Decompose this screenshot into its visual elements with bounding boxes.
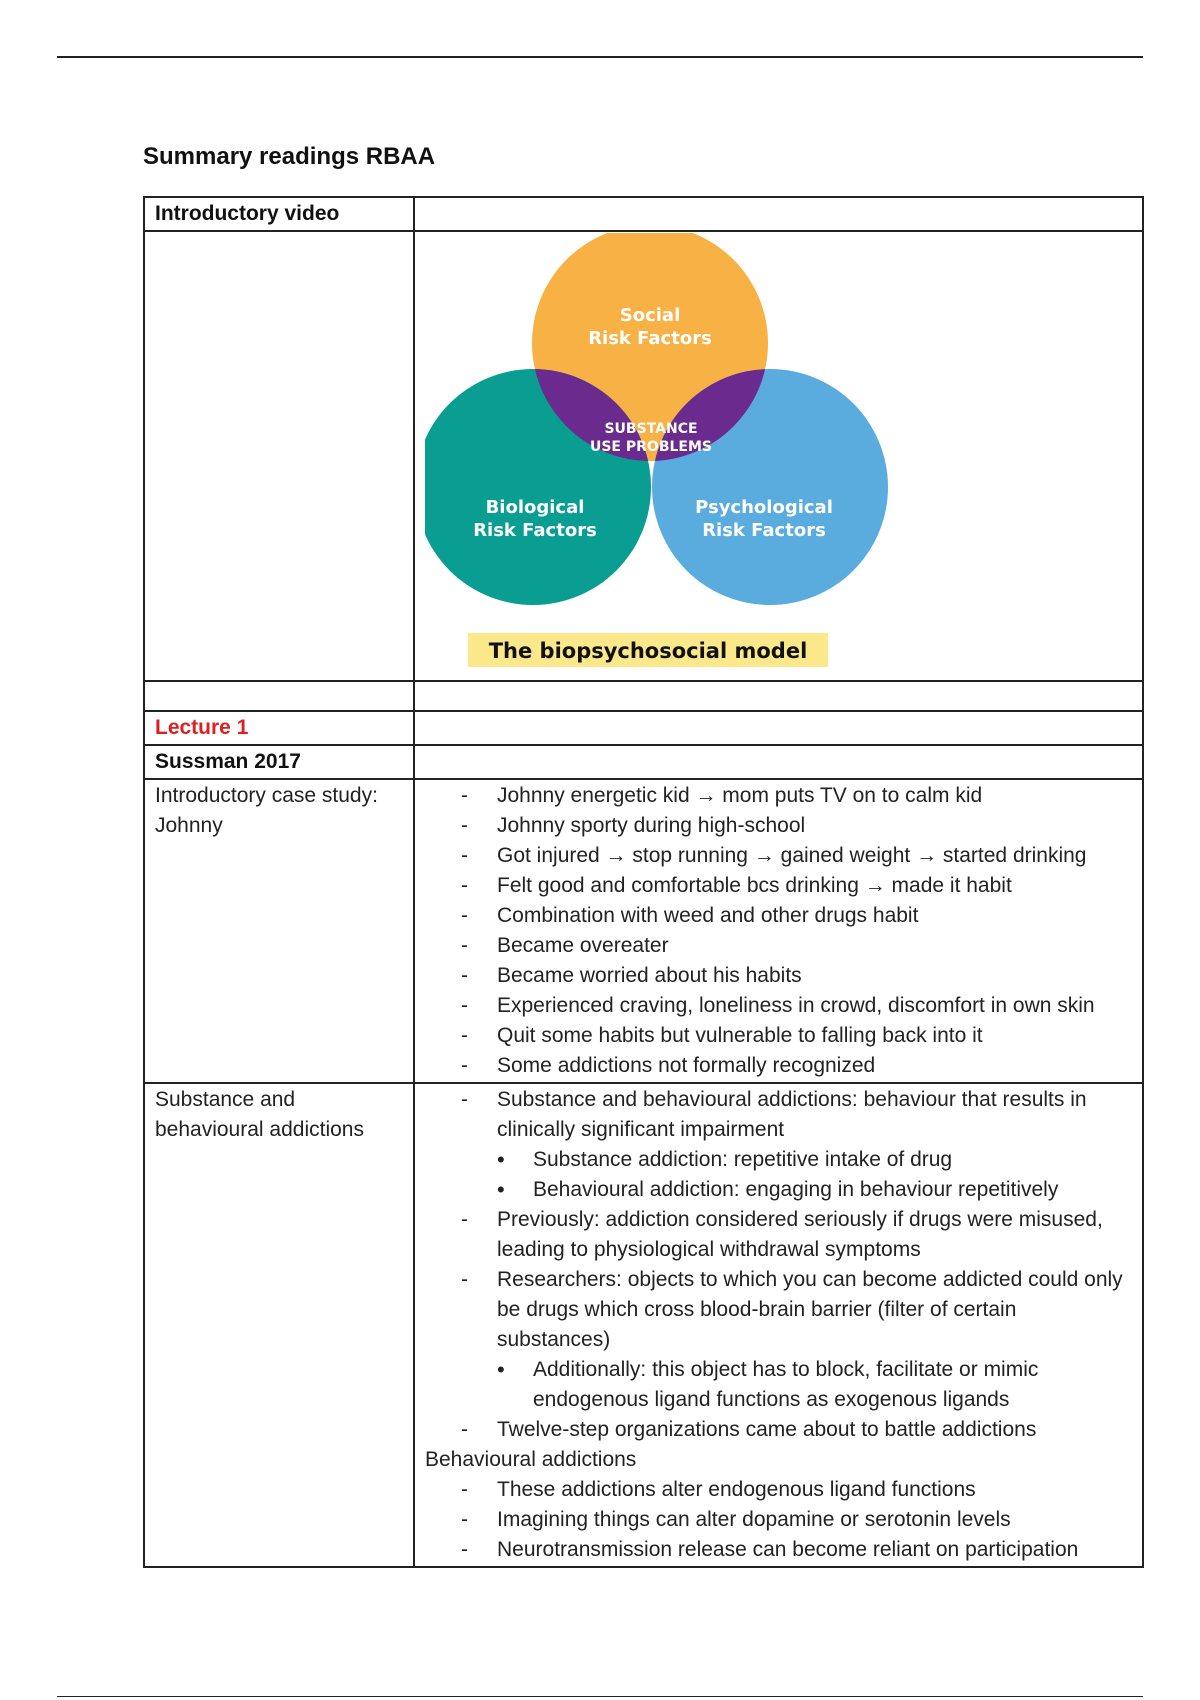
sub-list xyxy=(497,1355,1132,1415)
center-label-1: SUBSTANCE xyxy=(604,421,698,437)
list-item-text: Researchers: objects to which you can become addicted could only be drugs which cross blood-brain barrier (filter of certain substances) xyxy=(497,1268,1123,1351)
list-item: - Experienced craving, loneliness in crowd, discomfort in own skin xyxy=(497,991,1132,1021)
addictions-label-line: behavioural addictions xyxy=(155,1118,364,1141)
list-item: - These addictions alter endogenous ligand functions xyxy=(497,1475,1132,1505)
table-row xyxy=(144,711,1143,745)
empty-cell xyxy=(414,745,1143,779)
list-item: - Became overeater xyxy=(497,931,1132,961)
intro-video-label: Introductory video xyxy=(144,197,414,231)
empty-cell xyxy=(414,681,1143,711)
list-item: - Imagining things can alter dopamine or serotonin levels xyxy=(497,1505,1132,1535)
list-item xyxy=(497,1085,1132,1205)
empty-cell xyxy=(414,711,1143,745)
list-item: - Previously: addiction considered seriously if drugs were misused, leading to physiological withdrawal symptoms xyxy=(497,1205,1132,1265)
case-study-notes xyxy=(414,779,1143,1083)
psychological-label-1: Psychological xyxy=(695,497,833,518)
sub-list-item: • Substance addiction: repetitive intake of drug xyxy=(533,1145,1132,1175)
center-label-2: USE PROBLEMS xyxy=(589,439,713,455)
list-item: - Johnny energetic kid → mom puts TV on to calm kid xyxy=(497,781,1132,811)
figure-label-cell xyxy=(144,231,414,681)
addictions-list xyxy=(425,1085,1132,1445)
list-item: - Neurotransmission release can become reliant on participation xyxy=(497,1535,1132,1565)
reading-heading: Sussman 2017 xyxy=(144,745,414,779)
table-row xyxy=(144,1083,1143,1567)
social-label-1: Social xyxy=(619,305,681,326)
list-item: - Combination with weed and other drugs habit xyxy=(497,901,1132,931)
list-item: - Quit some habits but vulnerable to falling back into it xyxy=(497,1021,1132,1051)
johnny-list xyxy=(425,781,1132,1081)
table-row xyxy=(144,779,1143,1083)
psychological-label-2: Risk Factors xyxy=(702,520,826,541)
figure-caption: The biopsychosocial model xyxy=(488,639,808,663)
figure-cell xyxy=(414,231,1143,681)
header-rule xyxy=(57,56,1143,58)
case-study-label-line: Johnny xyxy=(155,814,223,837)
biological-label-2: Risk Factors xyxy=(473,520,597,541)
addictions-label xyxy=(144,1083,414,1567)
case-study-label xyxy=(144,779,414,1083)
document-title: Summary readings RBAA xyxy=(143,143,436,170)
summary-table xyxy=(143,196,1144,1568)
sub-list-item: • Additionally: this object has to block, facilitate or mimic endogenous ligand functions as exogenous ligands xyxy=(533,1355,1132,1415)
footer-rule xyxy=(57,1696,1143,1697)
behavioural-list xyxy=(425,1475,1132,1565)
list-item xyxy=(497,1265,1132,1415)
table-row xyxy=(144,681,1143,711)
biopsychosocial-diagram xyxy=(425,233,1154,670)
behavioural-subheading: Behavioural addictions xyxy=(425,1448,637,1471)
empty-cell xyxy=(144,681,414,711)
list-item: - Became worried about his habits xyxy=(497,961,1132,991)
table-row xyxy=(144,745,1143,779)
biological-label-1: Biological xyxy=(485,497,585,518)
lecture-heading: Lecture 1 xyxy=(144,711,414,745)
list-item-text: Substance and behavioural addictions: behaviour that results in clinically significant impairment xyxy=(497,1088,1087,1141)
sub-list xyxy=(497,1145,1132,1205)
addictions-notes xyxy=(414,1083,1143,1567)
sub-list-item: • Behavioural addiction: engaging in behaviour repetitively xyxy=(533,1175,1132,1205)
list-item: - Some addictions not formally recognized xyxy=(497,1051,1132,1081)
list-item: - Johnny sporty during high-school xyxy=(497,811,1132,841)
intro-video-cell xyxy=(414,197,1143,231)
case-study-label-line: Introductory case study: xyxy=(155,784,378,807)
addictions-label-line: Substance and xyxy=(155,1088,296,1111)
social-label-2: Risk Factors xyxy=(588,328,712,349)
list-item: - Felt good and comfortable bcs drinking → made it habit xyxy=(497,871,1132,901)
table-row xyxy=(144,231,1143,681)
list-item: - Got injured → stop running → gained weight → started drinking xyxy=(497,841,1132,871)
list-item: - Twelve-step organizations came about to battle addictions xyxy=(497,1415,1132,1445)
table-row xyxy=(144,197,1143,231)
